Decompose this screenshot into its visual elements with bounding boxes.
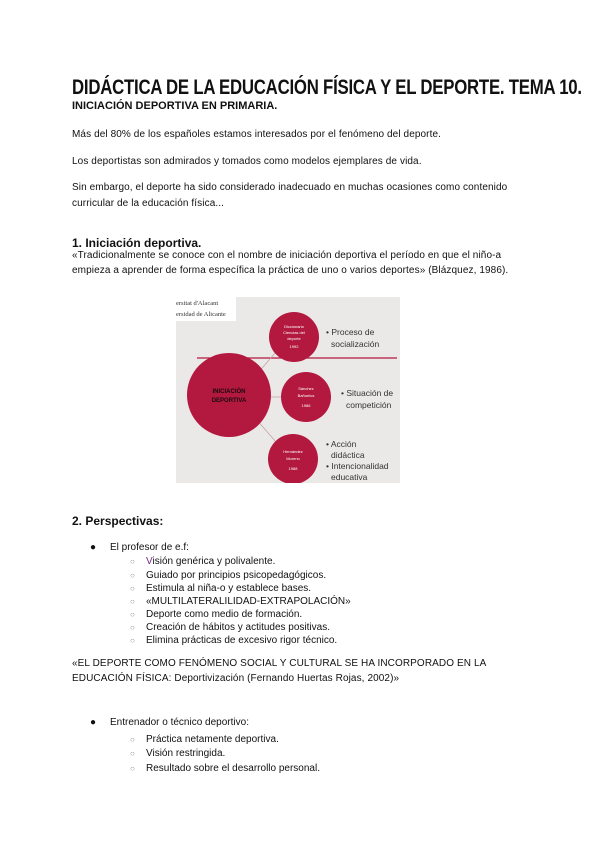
intro-paragraph-3-cont: curricular de la educación física...: [72, 198, 225, 209]
sub-list-item: ○ Deporte como medio de formación.: [130, 609, 303, 620]
sub-item-text: Guiado por principios psicopedagógicos.: [146, 570, 327, 581]
point-text: competición: [346, 400, 392, 410]
sub-item-text: isión genérica y polivalente.: [152, 556, 276, 567]
sub-list-item: ○ Estimula al niña-o y establece bases.: [130, 583, 312, 594]
point-text: • Proceso de: [326, 327, 375, 337]
sub-item-text: Práctica netamente deportiva.: [146, 734, 279, 745]
author-text: deporte: [287, 336, 301, 341]
sub-list-item: ○ Visión genérica y polivalente.: [130, 556, 276, 567]
sub-item-text: Resultado sobre el desarrollo personal.: [146, 763, 320, 774]
intro-paragraph-3: Sin embargo, el deporte ha sido considerado inadecuado en muchas ocasiones como contenido: [72, 182, 508, 193]
point-text: didáctica: [331, 450, 365, 460]
document-title: DIDÁCTICA DE LA EDUCACIÓN FÍSICA Y EL DEPORTE. TEMA 10.: [72, 76, 582, 99]
watermark-line: ersitat d'Alacant: [176, 300, 219, 307]
sub-item-text: «MULTILATERALILIDAD-EXTRAPOLACIÓN»: [146, 596, 351, 607]
intro-paragraph-2: Los deportistas son admirados y tomados como modelos ejemplares de vida.: [72, 156, 422, 167]
center-label: INICIACIÓN: [212, 389, 246, 395]
list-item-label: Entrenador o técnico deportivo:: [110, 717, 249, 728]
point-text: • Acción: [326, 439, 357, 449]
center-circle: [187, 353, 271, 437]
author-text: 1992: [289, 344, 299, 349]
watermark-line: ersidad de Alicante: [176, 311, 226, 318]
author-text: 1986: [301, 403, 311, 408]
author-text: Hernández: [283, 449, 303, 454]
point-text: • Intencionalidad: [326, 461, 389, 471]
list-item-label: El profesor de e.f:: [110, 542, 189, 553]
sub-list-item: ○ Visión restringida.: [130, 748, 226, 759]
sub-list-item: ○ Guiado por principios psicopedagógicos.: [130, 570, 327, 581]
center-label: DEPORTIVA: [211, 398, 247, 404]
list-item: ● El profesor de e.f:: [90, 542, 189, 553]
author-text: Sánchez: [298, 386, 314, 391]
sub-item-text: Deporte como medio de formación.: [146, 609, 303, 620]
author-text: Bañuelos: [297, 393, 315, 398]
section-2-heading: 2. Perspectivas:: [72, 514, 164, 528]
point-text: educativa: [331, 472, 368, 482]
section-1-heading: 1. Iniciación deportiva.: [72, 236, 202, 250]
author-text: Moreno: [286, 456, 300, 461]
list-item: ● Entrenador o técnico deportivo:: [90, 717, 249, 728]
author-text: Diccionario: [284, 324, 304, 329]
sub-list-item: ○ Resultado sobre el desarrollo personal.: [130, 763, 320, 774]
iniciacion-deportiva-diagram: [176, 297, 400, 483]
author-text: 1988: [288, 466, 298, 471]
point-text: • Situación de: [341, 388, 394, 398]
section-1-quote: «Tradicionalmente se conoce con el nombre de iniciación deportiva el período en que el niño-a: [72, 250, 502, 261]
section-2-quote: «EL DEPORTE COMO FENÓMENO SOCIAL Y CULTURAL SE HA INCORPORADO EN LA: [72, 658, 487, 669]
author-text: Ciencias del: [283, 330, 305, 335]
intro-paragraph-1: Más del 80% de los españoles estamos interesados por el fenómeno del deporte.: [72, 129, 442, 140]
sub-list-item: ○ «MULTILATERALILIDAD-EXTRAPOLACIÓN»: [130, 596, 351, 607]
sub-item-text: Estimula al niña-o y establece bases.: [146, 583, 312, 594]
accent-letter: V: [146, 556, 153, 567]
section-1-quote-cont: empieza a aprender de forma específica la práctica de uno o varios deportes» (Blázquez, 1986).: [72, 265, 509, 276]
sub-item-text: Elimina prácticas de excesivo rigor técnico.: [146, 635, 338, 646]
section-2-quote-cont: EDUCACIÓN FÍSICA: Deportivización (Fernando Huertas Rojas, 2002)»: [72, 673, 400, 684]
document-subtitle: INICIACIÓN DEPORTIVA EN PRIMARIA.: [72, 100, 278, 112]
sub-list-item: ○ Creación de hábitos y actitudes positivas.: [130, 622, 330, 633]
point-text: socialización: [331, 339, 380, 349]
sub-list-item: ○ Práctica netamente deportiva.: [130, 734, 279, 745]
sub-item-text: Visión restringida.: [146, 748, 226, 759]
sub-item-text: Creación de hábitos y actitudes positivas.: [146, 622, 330, 633]
sub-list-item: ○ Elimina prácticas de excesivo rigor técnico.: [130, 635, 338, 646]
